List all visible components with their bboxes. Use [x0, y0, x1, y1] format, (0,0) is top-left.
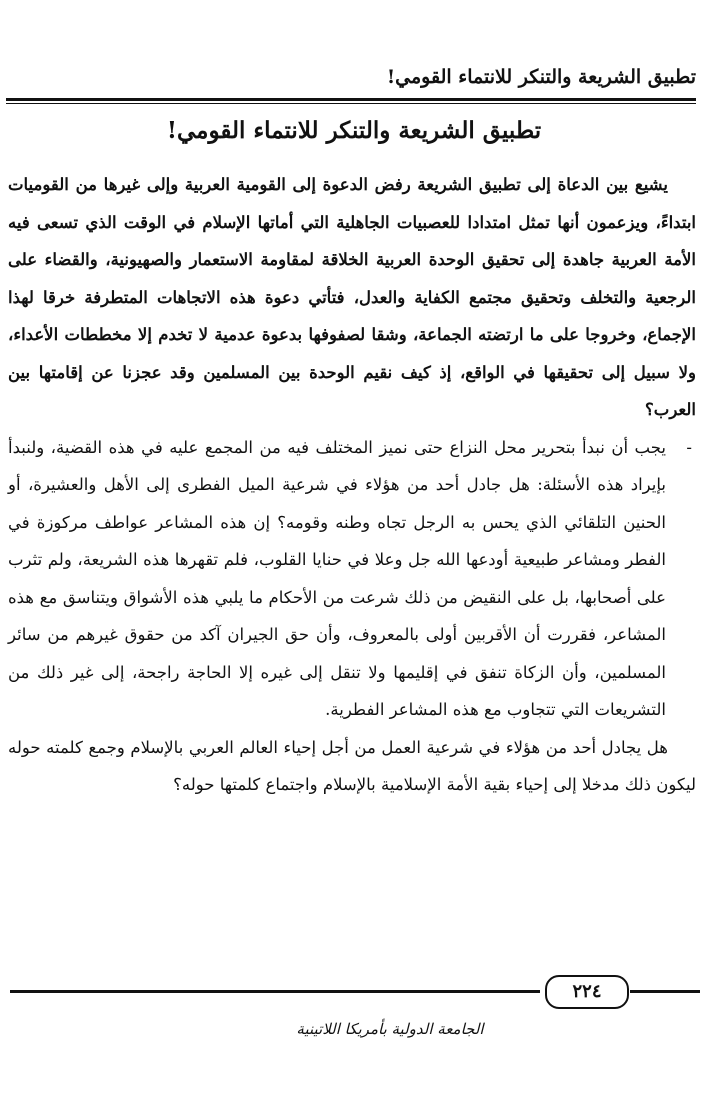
footer-institution: الجامعة الدولية بأمريكا اللاتينية: [296, 1020, 484, 1038]
header-rule: [6, 98, 696, 101]
section-title: تطبيق الشريعة والتنكر للانتماء القومي!: [166, 117, 542, 144]
footer-rule-left: [10, 990, 540, 993]
paragraph-intro: يشيع بين الدعاة إلى تطبيق الشريعة رفض الدعوة إلى القومية العربية وإلى غيرها من القوميات ابتداءً، ويزعمون أنها تمثل امتدادا للعصبيات الجاهلية التي أماتها الإسلام في الوقت الذي تسعى فيه الأمة العربية جاهدة إلى تحقيق الوحدة العربية الخلاقة لمقاومة الاستعمار والصهيونية، والقضاء على الرجعية والتخلف وتحقيق مجتمع الكفاية والعدل، فتأتي دعوة هذه الاتجاهات المتطرفة خرقا لهذا الإجماع، وخروجا على ما ارتضته الجماعة، وشقا لصفوفها بدعوة عدمية لا تخدم إلا مخططات الأعداء، ولا سبيل إلى تحقيقها في الواقع، إذ كيف نقيم الوحدة بين المسلمين وقد عجزنا عن إقامتها بين العرب؟: [8, 175, 696, 419]
paragraph-question: هل يجادل أحد من هؤلاء في شرعية العمل من أجل إحياء العالم العربي بالإسلام وجمع كلمته حوله ليكون ذلك مدخلا إلى إحياء بقية الأمة الإسلامية بالإسلام واجتماع كلمتها حوله؟: [8, 737, 696, 794]
page-number: ٢٢٤: [545, 975, 629, 1009]
body-text: [8, 166, 696, 804]
paragraph-bullet: [8, 429, 696, 729]
paragraph-bullet-text: يجب أن نبدأ بتحرير محل النزاع حتى نميز المختلف فيه من المجمع عليه في هذه القضية، ولنبدأ بإيراد هذه الأسئلة: هل جادل أحد من هؤلاء في شرعية الميل الفطرى إلى الأهل والعشيرة، أو الحنين التلقائي الذي يحس به الرجل تجاه وطنه وقومه؟ إن هذه المشاعر عواطف مركوزة في الفطر ومشاعر طبيعية أودعها الله جل وعلا في حنايا القلوب، فلم تقهرها هذه الشريعة، ولم تثرب على أصحابها، بل على النقيض من ذلك شرعت من الأحكام ما يلبي هذه الأشواق ويتناسق مع هذه المشاعر، فقررت أن الأقربين أولى بالمعروف، وأن حق الجيران آكد من حقوق غيرهم من سائر المسلمين، وأن الزكاة تنفق في إقليمها ولا تنقل إلى غيره إلا الحاجة راجحة، إلى غير ذلك من التشريعات التي تتجاوب مع هذه المشاعر الفطرية.: [8, 437, 666, 719]
bullet-mark: -: [686, 437, 692, 457]
footer-rule-right: [630, 990, 700, 993]
running-header: تطبيق الشريعة والتنكر للانتماء القومي!: [386, 66, 696, 88]
header-rule-thin: [6, 103, 696, 104]
